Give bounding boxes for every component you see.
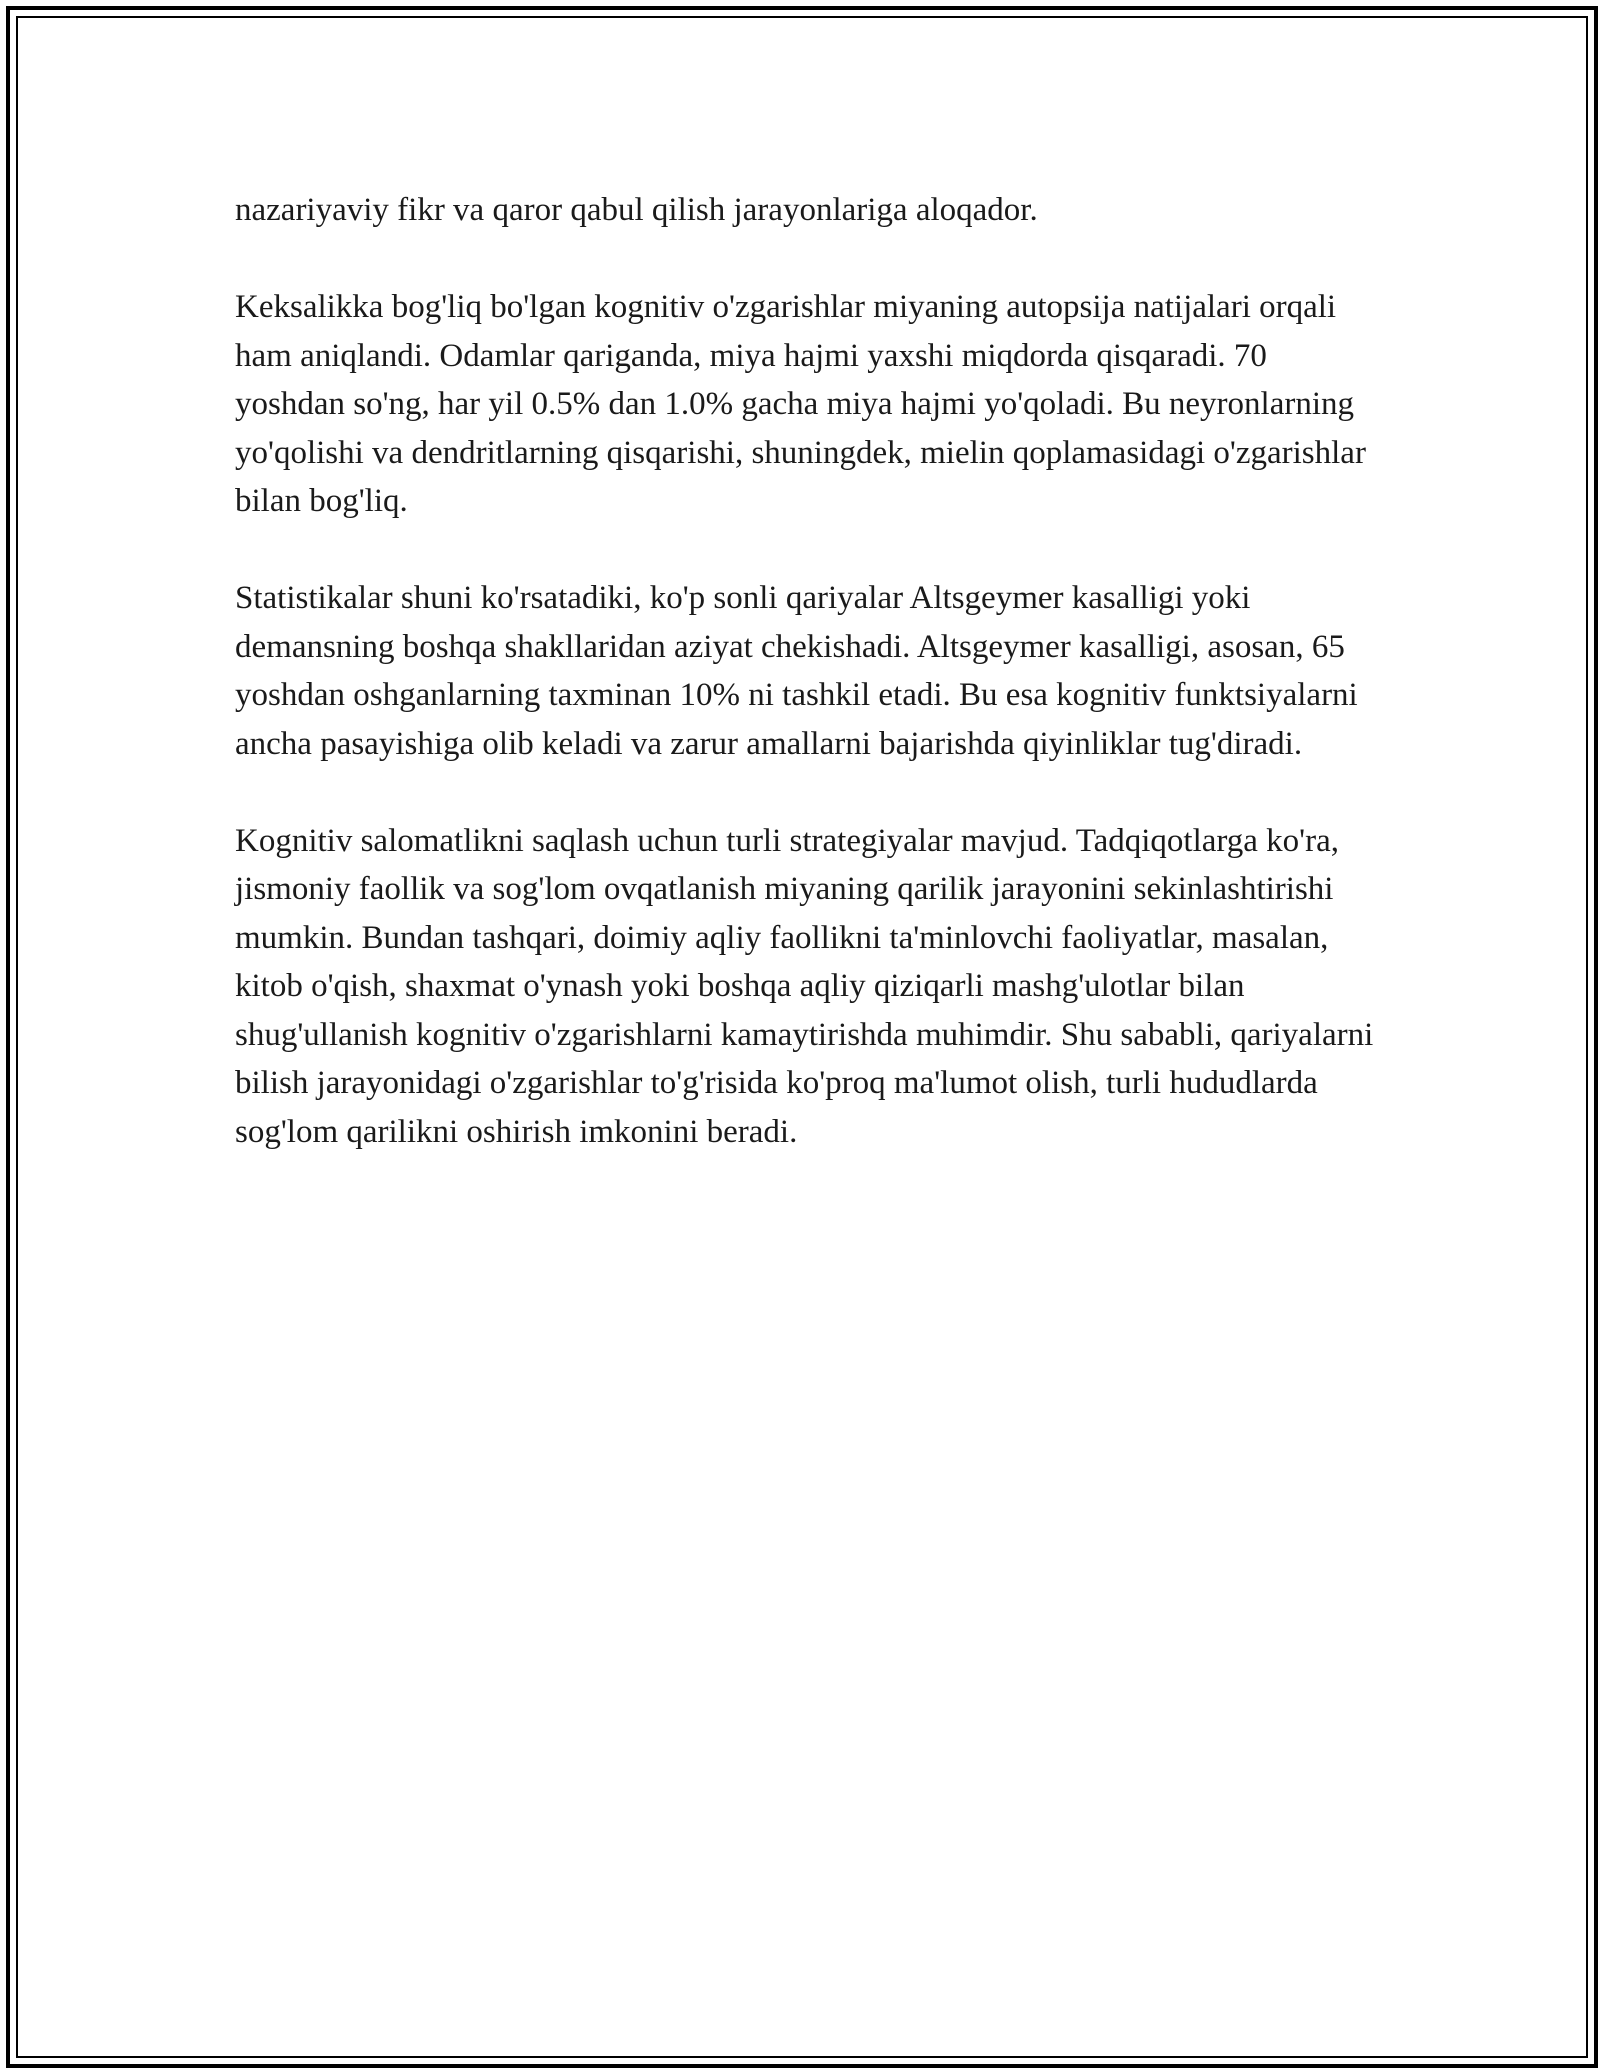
- paragraph-2: Keksalikka bog'liq bo'lgan kognitiv o'zgarishlar miyaning autopsija natijalari orqali ham aniqlandi. Odamlar qariganda, miya hajmi yaxshi miqdorda qisqaradi. 70 yoshdan so'ng, har yil 0.5% dan 1.0% gacha miya hajmi yo'qoladi. Bu neyronlarning yo'qolishi va dendritlarning qisqarishi, shuningdek, mielin qoplamasidagi o'zgarishlar bilan bog'liq.: [235, 289, 1366, 519]
- paragraph-1: nazariyaviy fikr va qaror qabul qilish jarayonlariga aloqador.: [235, 192, 1038, 228]
- paragraph-3: Statistikalar shuni ko'rsatadiki, ko'p sonli qariyalar Altsgeymer kasalligi yoki demansning boshqa shakllaridan aziyat chekishadi. Altsgeymer kasalligi, asosan, 65 yoshdan oshganlarning taxminan 10% ni tashkil etadi. Bu esa kognitiv funktsiyalarni ancha pasayishiga olib keladi va zarur amallarni bajarishda qiyinliklar tug'diradi.: [235, 580, 1358, 762]
- document-body: [235, 186, 1375, 1205]
- paragraph-4: Kognitiv salomatlikni saqlash uchun turli strategiyalar mavjud. Tadqiqotlarga ko'ra, jismoniy faollik va sog'lom ovqatlanish miyaning qarilik jarayonini sekinlashtirishi mumkin. Bundan tashqari, doimiy aqliy faollikni ta'minlovchi faoliyatlar, masalan, kitob o'qish, shaxmat o'ynash yoki boshqa aqliy qiziqarli mashg'ulotlar bilan shug'ullanish kognitiv o'zgarishlarni kamaytirishda muhimdir. Shu sababli, qariyalarni bilish jarayonidagi o'zgarishlar to'g'risida ko'proq ma'lumot olish, turli hududlarda sog'lom qarilikni oshirish imkonini beradi.: [235, 822, 1374, 1150]
